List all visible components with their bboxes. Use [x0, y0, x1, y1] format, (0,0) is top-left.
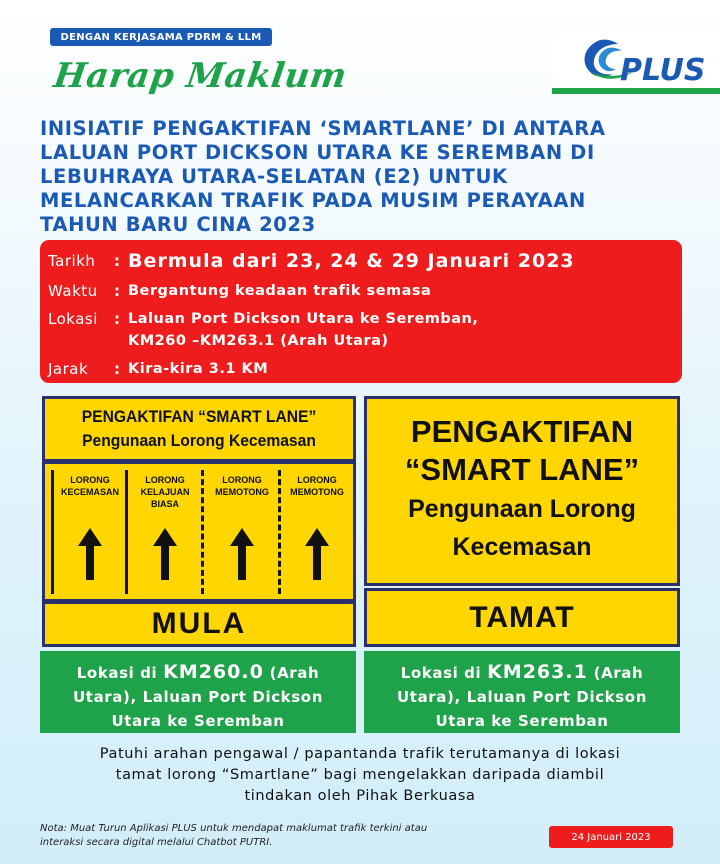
lane-label-line: LORONG	[70, 475, 110, 485]
info-box	[40, 240, 682, 383]
colon: :	[114, 252, 120, 270]
waktu-label: Waktu	[48, 282, 98, 300]
tarikh-value: Bermula dari 23, 24 & 29 Januari 2023	[128, 250, 575, 272]
location-suffix: (Arah	[587, 664, 644, 682]
lane-label-line: KELAJUAN	[140, 487, 190, 497]
arrow-up-icon	[78, 528, 102, 580]
lokasi-value-line: KM260 –KM263.1 (Arah Utara)	[128, 333, 389, 349]
footer-note	[40, 822, 520, 850]
headline-line: LEBUHRAYA UTARA-SELATAN (E2) UNTUK	[40, 165, 508, 188]
footer-note-line: interaksi secara digital melalui Chatbot PUTRI.	[40, 837, 273, 848]
collab-badge: DENGAN KERJASAMA PDRM & LLM	[50, 28, 272, 46]
start-label: MULA	[42, 601, 356, 647]
headline-line: MELANCARKAN TRAFIK PADA MUSIM PERAYAAN	[40, 189, 586, 212]
lane-kelajuan-biasa	[128, 464, 202, 599]
lane-label	[53, 474, 127, 498]
arrow-up-icon	[230, 528, 254, 580]
location-suffix: (Arah	[263, 664, 320, 682]
headline-line: INISIATIF PENGAKTIFAN ‘SMARTLANE’ DI ANTARA	[40, 117, 606, 140]
headline-line: TAHUN BARU CINA 2023	[40, 213, 316, 236]
notice-line: tindakan oleh Pihak Berkuasa	[244, 788, 476, 804]
end-sign-header	[364, 396, 680, 586]
location-prefix: Lokasi di	[76, 664, 164, 682]
footer-note-line: Nota: Muat Turun Aplikasi PLUS untuk mendapat maklumat trafik terkini atau	[40, 823, 428, 834]
location-prefix: Lokasi di	[400, 664, 488, 682]
lane-label	[204, 474, 280, 498]
lane-memotong	[281, 464, 353, 599]
lane-label-line: MEMOTONG	[215, 487, 269, 497]
date-badge: 24 Januari 2023	[549, 826, 673, 848]
notice-text	[20, 744, 700, 807]
lokasi-value-line: Laluan Port Dickson Utara ke Seremban,	[128, 311, 479, 327]
notice-line: tamat lorong “Smartlane” bagi mengelakkan daripada diambil	[115, 767, 605, 783]
colon: :	[114, 282, 120, 300]
lane-kecemasan	[53, 464, 127, 599]
headline	[40, 117, 680, 237]
end-label: TAMAT	[364, 588, 680, 647]
arrow-up-icon	[305, 528, 329, 580]
end-location-line	[364, 660, 680, 685]
lane-label-line: KECEMASAN	[60, 487, 119, 497]
location-km: KM260.0	[163, 661, 264, 683]
start-location-line: Utara ke Seremban	[111, 712, 285, 730]
lane-label-line: LORONG	[297, 475, 337, 485]
start-location-line	[40, 660, 356, 685]
colon: :	[114, 310, 120, 328]
jarak-label: Jarak	[48, 360, 89, 378]
end-sign-line: Pengunaan Lorong	[408, 495, 636, 523]
lokasi-label: Lokasi	[48, 310, 98, 328]
logo-text: PLUS	[620, 53, 706, 88]
end-sign-line: “SMART LANE”	[404, 452, 640, 487]
lane-diagram	[42, 461, 356, 602]
info-row-waktu	[48, 280, 431, 302]
start-location-line: Utara), Laluan Port Dickson	[73, 688, 323, 706]
start-location-box	[40, 651, 356, 733]
arrow-up-icon	[153, 528, 177, 580]
info-row-tarikh	[48, 248, 575, 274]
start-sign-title: PENGAKTIFAN “SMART LANE”	[81, 407, 317, 426]
end-location-line: Utara ke Seremban	[435, 712, 609, 730]
lane-label-line: MEMOTONG	[290, 487, 344, 497]
lane-label-line: LORONG	[145, 475, 185, 485]
lane-label	[128, 474, 202, 510]
waktu-value: Bergantung keadaan trafik semasa	[128, 283, 432, 299]
lane-label-line: LORONG	[222, 475, 262, 485]
lokasi-value	[128, 308, 478, 352]
start-sign-subtitle: Pengunaan Lorong Kecemasan	[82, 431, 316, 450]
info-row-lokasi	[48, 308, 478, 352]
headline-line: LALUAN PORT DICKSON UTARA KE SEREMBAN DI	[40, 141, 595, 164]
greeting-title: Harap Maklum	[51, 56, 350, 96]
jarak-value: Kira-kira 3.1 KM	[128, 361, 269, 377]
tarikh-label: Tarikh	[48, 252, 96, 270]
location-km: KM263.1	[487, 661, 588, 683]
lane-memotong	[204, 464, 280, 599]
plus-swoosh-icon	[578, 32, 714, 90]
lane-label	[281, 474, 353, 498]
plus-logo	[552, 28, 720, 94]
lane-label-line: BIASA	[150, 499, 179, 509]
colon: :	[114, 360, 120, 378]
end-location-line: Utara), Laluan Port Dickson	[397, 688, 647, 706]
end-location-box	[364, 651, 680, 733]
start-sign-header	[42, 396, 356, 462]
end-sign-line: Kecemasan	[452, 533, 592, 561]
notice-line: Patuhi arahan pengawal / papantanda trafik terutamanya di lokasi	[99, 746, 621, 762]
info-row-jarak	[48, 358, 268, 380]
end-sign-line: PENGAKTIFAN	[410, 414, 634, 449]
